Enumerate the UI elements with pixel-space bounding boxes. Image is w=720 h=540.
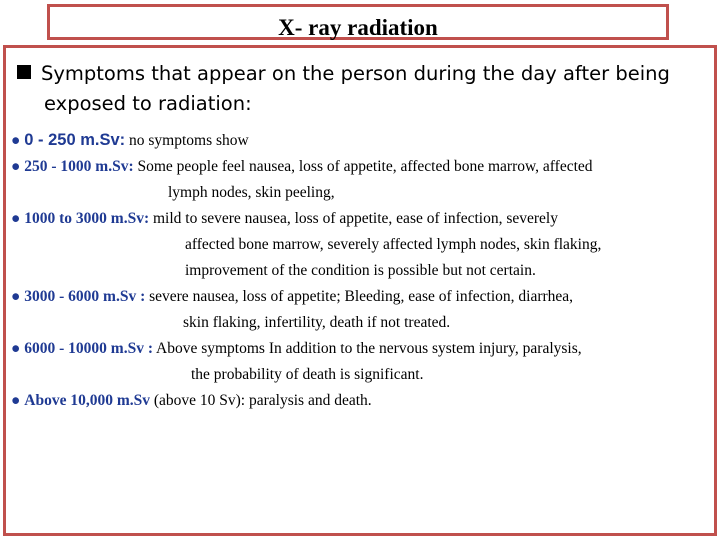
content-box <box>3 45 717 536</box>
item-text: Above symptoms In addition to the nervous system injury, paralysis, <box>156 340 582 357</box>
item-text-continued: lymph nodes, skin peeling, <box>168 184 335 201</box>
item-text: no symptoms show <box>129 132 249 149</box>
dose-range: 1000 to 3000 m.Sv: <box>24 210 150 227</box>
bullet-icon: ● <box>11 288 21 305</box>
list-item <box>11 284 711 336</box>
slide-title: X- ray radiation <box>278 15 438 40</box>
item-text: severe nausea, loss of appetite; Bleeding, ease of infection, diarrhea, <box>149 288 574 305</box>
heading-line-1: Symptoms that appear on the person during the day after being <box>41 62 670 85</box>
bullet-icon: ● <box>11 158 21 175</box>
dose-range: 6000 - 10000 m.Sv : <box>24 340 153 357</box>
dose-range: Above 10,000 m.Sv <box>24 392 150 409</box>
heading-line-2: exposed to radiation: <box>44 92 252 115</box>
symptom-list <box>11 127 711 414</box>
dose-range: 3000 - 6000 m.Sv : <box>24 288 146 305</box>
dose-range: 250 - 1000 m.Sv: <box>24 158 134 175</box>
item-text: Some people feel nausea, loss of appetite, affected bone marrow, affected <box>137 158 593 175</box>
square-bullet-icon <box>17 65 31 79</box>
item-text: mild to severe nausea, loss of appetite, ease of infection, severely <box>152 210 558 227</box>
item-text-continued: skin flaking, infertility, death if not treated. <box>183 314 451 331</box>
bullet-icon: ● <box>11 210 21 227</box>
bullet-icon: ● <box>11 340 21 357</box>
list-item <box>11 127 711 154</box>
item-text-continued: affected bone marrow, severely affected lymph nodes, skin flaking, <box>185 236 602 253</box>
bullet-icon: ● <box>11 392 21 409</box>
list-item <box>11 336 711 388</box>
item-text: (above 10 Sv): paralysis and death. <box>153 392 372 409</box>
item-text-continued: the probability of death is significant. <box>191 366 424 383</box>
dose-range: 0 - 250 m.Sv: <box>24 131 126 149</box>
bullet-icon: ● <box>11 132 21 149</box>
list-item <box>11 154 711 206</box>
list-item <box>11 388 711 414</box>
item-text-continued: improvement of the condition is possible but not certain. <box>185 262 536 279</box>
list-item <box>11 206 711 284</box>
title-box <box>47 4 669 40</box>
section-heading <box>17 59 707 119</box>
